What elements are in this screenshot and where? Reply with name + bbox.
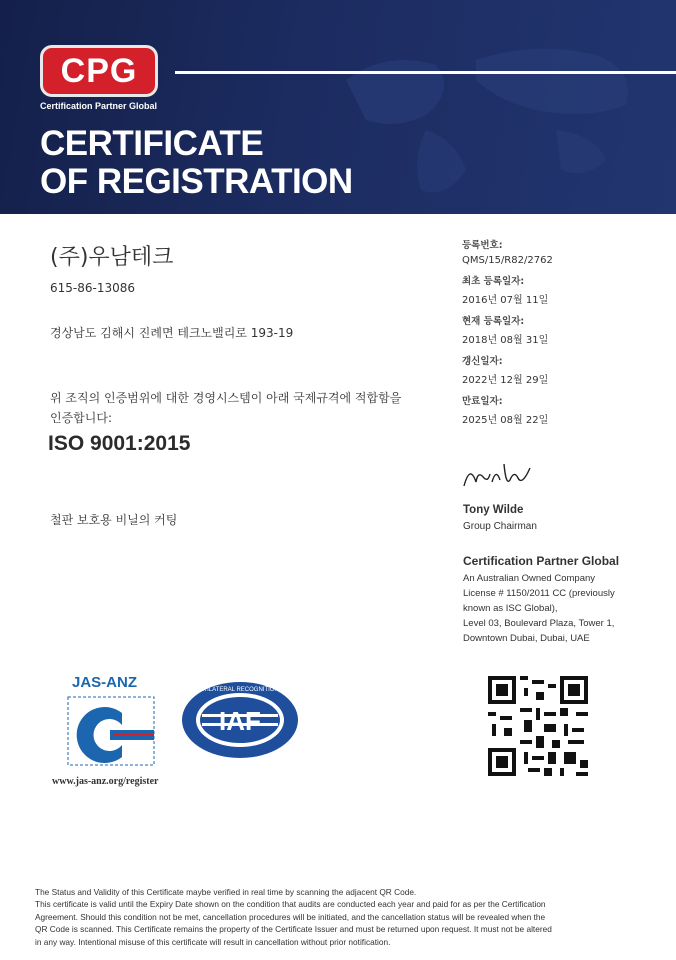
verification-qr-code[interactable] xyxy=(488,676,588,776)
certificate-footer xyxy=(35,886,645,948)
cpg-logo xyxy=(40,45,158,97)
footer-line-2: This certificate is valid until the Expiry Date shown on the condition that audits are conducted each year and paid for as per the Certification xyxy=(35,899,546,910)
initial-date-value: 2016년 07월 11일 xyxy=(462,295,549,306)
registration-details xyxy=(462,237,662,433)
title-line-2: OF REGISTRATION xyxy=(40,162,353,201)
organization-name: (주)우남테크 xyxy=(50,245,174,270)
logo-tagline: Certification Partner Global xyxy=(40,101,158,111)
renewal-date-label: 갱신일자: xyxy=(462,356,503,367)
issuer-line-4: Level 03, Boulevard Plaza, Tower 1, xyxy=(463,618,615,629)
header-rule xyxy=(175,71,676,74)
issuer-line-5: Downtown Dubai, Dubai, UAE xyxy=(463,633,590,644)
expiry-date-value: 2025년 08월 22일 xyxy=(462,415,549,426)
iaf-ring-text: MEMBER OF MULTILATERAL RECOGNITION ARRANGEMENT xyxy=(153,687,327,693)
certificate-header xyxy=(0,0,676,214)
reg-no-value: QMS/15/R82/2762 xyxy=(462,255,553,266)
footer-line-1: The Status and Validity of this Certificate maybe verified in real time by scanning the adjacent QR Code. xyxy=(35,887,417,897)
iaf-mla-logo xyxy=(153,680,327,760)
iaf-text: IAF xyxy=(219,706,261,736)
current-date-value: 2018년 08월 31일 xyxy=(462,335,549,346)
certified-standard: ISO 9001:2015 xyxy=(48,432,191,455)
issuer-name: Certification Partner Global xyxy=(463,554,620,568)
issuer-block xyxy=(463,554,663,646)
certificate-title xyxy=(40,125,353,201)
organization-address: 경상남도 김해시 진례면 테크노밸리로 193-19 xyxy=(50,326,294,340)
certification-scope: 철판 보호용 비닐의 커팅 xyxy=(50,513,178,527)
world-map-graphic xyxy=(306,20,666,210)
reg-no-label: 등록번호: xyxy=(462,240,503,251)
issuer-line-3: known as ISC Global), xyxy=(463,603,558,614)
jas-anz-title: JAS-ANZ xyxy=(72,674,138,691)
business-number: 615-86-13086 xyxy=(50,281,136,295)
footer-line-5: in any way. Intentional misuse of this certificate will result in cancellation without prior notification. xyxy=(35,936,391,947)
certification-statement xyxy=(50,388,420,428)
logo-text: CPG xyxy=(60,51,138,90)
renewal-date-value: 2022년 12월 29일 xyxy=(462,375,549,386)
statement-line-2: 인증합니다: xyxy=(50,411,113,425)
issuer-line-1: An Australian Owned Company xyxy=(463,573,596,584)
jas-anz-logo xyxy=(52,673,167,793)
title-line-1: CERTIFICATE xyxy=(40,124,264,163)
signature-graphic xyxy=(460,456,540,496)
jas-anz-url: www.jas-anz.org/register xyxy=(52,776,159,787)
footer-line-4: QR Code is scanned. This Certificate remains the property of the Certificate Issuer and must be returned upon request. It must not be altered xyxy=(35,924,552,935)
signer-name: Tony Wilde xyxy=(463,504,524,516)
current-date-label: 현재 등록일자: xyxy=(462,316,525,327)
footer-line-3: Agreement. Should this condition not be met, cancellation procedures will be initiated, and the cancellation status will be revealed when the xyxy=(35,911,546,922)
signer-title: Group Chairman xyxy=(463,521,537,532)
issuer-line-2: License # 1150/2011 CC (previously xyxy=(463,588,615,599)
expiry-date-label: 만료일자: xyxy=(462,396,503,407)
initial-date-label: 최초 등록일자: xyxy=(462,276,525,287)
statement-line-1: 위 조직의 인증범위에 대한 경영시스템이 아래 국제규격에 적합함을 xyxy=(50,391,402,405)
